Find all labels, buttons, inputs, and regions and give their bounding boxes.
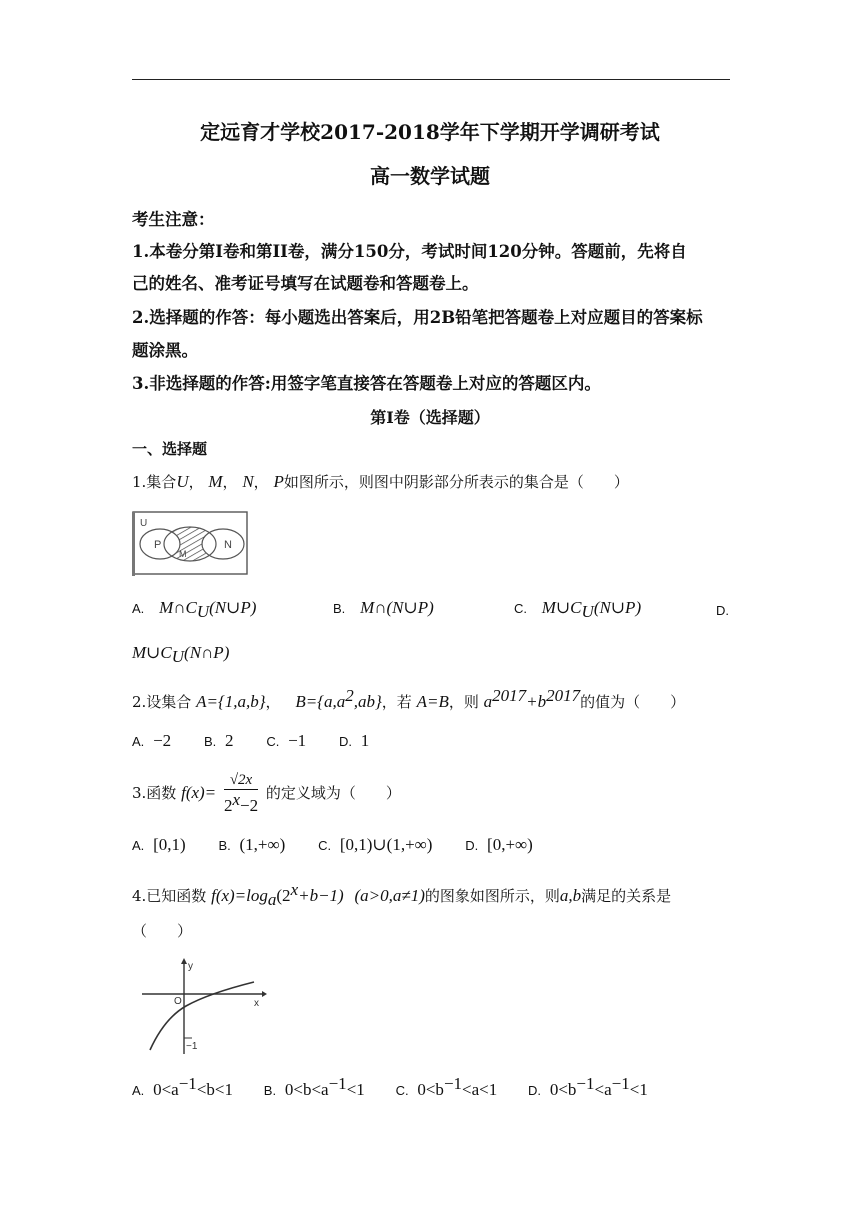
graph-curve — [150, 982, 254, 1050]
q1-text: 如图所示，则图中阴影部分所表示的集合是（ ） — [283, 473, 629, 491]
q1-set-p: P — [273, 472, 284, 491]
q3-option-b[interactable] — [218, 836, 285, 854]
q1-set-m: M — [208, 472, 223, 491]
q1-option-b[interactable] — [333, 598, 434, 618]
q4-option-d-label: D. — [528, 1083, 542, 1098]
q1-option-d-label-wrap[interactable] — [716, 601, 729, 619]
q4-option-c-post: <a<1 — [462, 1080, 498, 1099]
q3-option-b-label: B. — [218, 838, 231, 853]
q3-fraction — [224, 772, 258, 816]
q4-option-c-pre: 0<b — [417, 1080, 444, 1099]
q3-option-d-label: D. — [465, 838, 479, 853]
q1-prefix: 1.集合 — [132, 473, 177, 491]
q4-tail: 的图象如图所示，则 — [424, 887, 560, 905]
q4-option-b-post: <1 — [346, 1080, 365, 1099]
q2-expr-plus: +b — [526, 692, 547, 711]
q1-set-n: N — [242, 472, 254, 491]
q3-option-c[interactable] — [318, 836, 432, 854]
q4-option-a-sup: −1 — [178, 1074, 197, 1093]
q4-option-d-sup2: −1 — [611, 1074, 630, 1093]
q2-set-b-pre: B={a,a — [295, 692, 346, 711]
section-title: 第I卷（选择题） — [370, 408, 490, 427]
q2-tail: 的值为（ ） — [580, 693, 686, 711]
graph-label-origin: O — [174, 996, 182, 1007]
q2-expr-sup1: 2017 — [492, 686, 527, 705]
q3-numerator: √2x — [224, 772, 258, 790]
notice-line-2a: 2.选择题的作答：每小题选出答案后，用2B铅笔把答题卷上对应题目的答案标 — [132, 308, 703, 327]
graph-label-y: y — [188, 961, 193, 972]
q3-option-a-label: A. — [132, 838, 145, 853]
q2-options — [132, 731, 369, 751]
q2-option-d-value: 1 — [360, 731, 370, 750]
exam-subtitle: 高一数学试题 — [370, 164, 490, 188]
q1-option-d-tail: (N∩P) — [184, 643, 230, 662]
question-3 — [132, 772, 401, 816]
q4-option-a[interactable] — [132, 1074, 233, 1099]
q2-option-a-label: A. — [132, 734, 145, 749]
q2-set-b-sup: 2 — [345, 686, 354, 705]
q1-option-b-label: B. — [333, 601, 346, 616]
q3-tail: 的定义域为（ ） — [265, 784, 401, 802]
q3-option-a-value: [0,1) — [153, 835, 186, 854]
q2-expr-sup2: 2017 — [546, 686, 581, 705]
q2-prefix: 2.设集合 — [132, 693, 192, 711]
notice-line-2b: 题涂黑。 — [132, 341, 198, 360]
q4-paren: （ ） — [132, 922, 193, 940]
q1-option-a-sub: U — [196, 602, 210, 621]
q2-option-d[interactable] — [339, 732, 369, 750]
q1-set-u: U — [176, 472, 189, 491]
q1-option-c-tail: (N∪P) — [593, 598, 642, 617]
q4-option-d[interactable] — [528, 1074, 648, 1099]
q4-arg-post: +b−1) — [298, 886, 344, 905]
q2-option-c[interactable] — [266, 732, 306, 750]
q1-option-b-expr: M∩(N∪P) — [360, 598, 434, 617]
q2-option-d-label: D. — [338, 734, 352, 749]
q4-option-a-post: <b<1 — [196, 1080, 233, 1099]
q4-option-b-pre: 0<b<a — [284, 1080, 329, 1099]
q1-option-a-tail: (N∪P) — [209, 598, 257, 617]
top-rule — [132, 79, 730, 80]
question-1: 1.集合U， M， N， P如图所示，则图中阴影部分所表示的集合是（ ） — [132, 472, 629, 491]
q3-options — [132, 835, 533, 855]
venn-label-n: N — [224, 539, 232, 551]
q2-expr-a: a — [483, 692, 493, 711]
q3-prefix: 3.函数 — [132, 784, 177, 802]
q1-option-d[interactable] — [132, 643, 229, 667]
q2-cond-post: ，则 — [448, 693, 479, 711]
q2-option-b-value: 2 — [225, 731, 234, 750]
q4-option-c-sup: −1 — [443, 1074, 463, 1093]
q2-option-b-label: B. — [203, 734, 217, 749]
q3-den-sup: x — [232, 790, 240, 809]
q1-option-d-label: D. — [716, 603, 729, 618]
q3-den-tail: −2 — [239, 796, 259, 815]
q1-option-c-sub: U — [581, 602, 594, 621]
q4-prefix: 4.已知函数 — [132, 887, 207, 905]
q1-option-d-expr: M∪C — [132, 643, 172, 662]
venn-label-m: M — [179, 549, 187, 559]
q4-arg-pre: (2 — [276, 886, 291, 905]
exam-title: 定远育才学校2017-2018学年下学期开学调研考试 — [200, 120, 660, 144]
q3-option-d[interactable] — [465, 836, 533, 854]
q3-option-c-label: C. — [318, 838, 332, 853]
graph-label-minus-one: −1 — [186, 1041, 198, 1052]
part-title: 一、选择题 — [132, 440, 208, 458]
question-4 — [132, 880, 671, 910]
q1-option-a-label: A. — [132, 601, 145, 616]
q4-option-c[interactable] — [395, 1074, 498, 1099]
q4-option-b[interactable] — [263, 1074, 365, 1099]
q4-arg-sup: x — [290, 880, 299, 899]
q1-option-c-expr: M∪C — [541, 598, 582, 617]
q4-option-a-pre: 0<a — [153, 1080, 179, 1099]
q4-tail2: 满足的关系是 — [581, 887, 672, 905]
q2-option-c-value: −1 — [288, 731, 307, 750]
graph-label-x: x — [254, 998, 259, 1009]
q2-cond: A=B — [416, 692, 449, 711]
q4-function-base: a — [267, 890, 277, 909]
q3-option-d-value: [0,+∞) — [487, 835, 533, 854]
q4-option-a-label: A. — [132, 1083, 145, 1098]
q4-option-c-label: C. — [395, 1083, 409, 1098]
q4-ab: a,b — [559, 886, 582, 905]
q2-option-b[interactable] — [204, 732, 234, 750]
q2-set-a: A={1,a,b} — [196, 692, 266, 711]
q4-options — [132, 1074, 648, 1100]
q4-option-d-post: <1 — [629, 1080, 648, 1099]
q4-option-d-pre: 0<b — [549, 1080, 577, 1099]
q1-option-d-sub: U — [171, 647, 185, 666]
q3-function: f(x)= — [181, 783, 217, 802]
q4-option-b-label: B. — [263, 1083, 277, 1098]
q2-set-b-post: ,ab} — [353, 692, 382, 711]
q1-option-a[interactable] — [132, 598, 256, 622]
notice-line-1a: 1.本卷分第Ⅰ卷和第II卷，满分150分，考试时间120分钟。答题前，先将自 — [132, 242, 687, 261]
q4-option-d-sup: −1 — [576, 1074, 595, 1093]
log-function-graph — [138, 956, 268, 1056]
q4-condition: (a>0,a≠1) — [354, 886, 425, 905]
q2-option-a[interactable] — [132, 732, 171, 750]
venn-label-p: P — [154, 539, 162, 551]
q1-option-c-label: C. — [514, 601, 527, 616]
q2-cond-pre: ，若 — [381, 693, 412, 711]
q3-option-a[interactable] — [132, 836, 186, 854]
q2-option-c-label: C. — [266, 734, 280, 749]
notice-heading: 考生注意： — [132, 210, 215, 229]
q4-function: f(x)=log — [211, 886, 268, 905]
venn-diagram — [130, 510, 250, 578]
q4-option-d-mid: <a — [594, 1080, 612, 1099]
q2-option-a-value: −2 — [153, 731, 172, 750]
q1-option-c[interactable] — [514, 598, 641, 622]
q3-option-c-value: [0,1)∪(1,+∞) — [339, 835, 433, 854]
q3-option-b-value: (1,+∞) — [239, 835, 286, 854]
q1-option-a-expr: M∩C — [159, 598, 197, 617]
question-2: 2.设集合 A={1,a,b}， $B=\{a,a^2,ab\}$，若 A=B，则 $a^{2017}+b^{2017}$的值为（ ） — [132, 686, 686, 711]
venn-label-u: U — [140, 518, 148, 529]
q3-den-base: 2 — [223, 796, 233, 815]
notice-line-3: 3.非选择题的作答:用签字笔直接答在答题卷上对应的答题区内。 — [132, 374, 601, 393]
notice-line-1b: 己的姓名、准考证号填写在试题卷和答题卷上。 — [132, 274, 479, 293]
q4-option-b-sup: −1 — [328, 1074, 347, 1093]
